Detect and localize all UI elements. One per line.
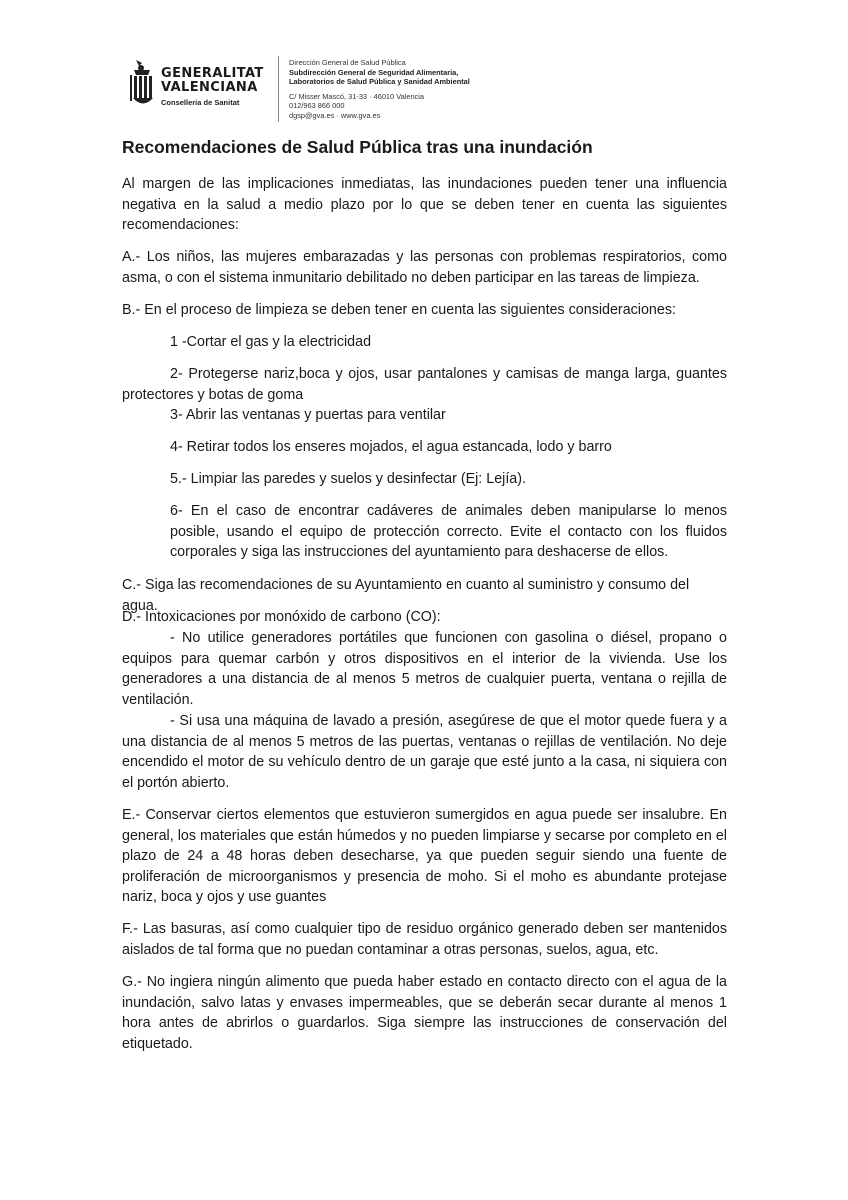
web-email: dgsp@gva.es · www.gva.es — [289, 110, 381, 120]
section-a: A.- Los niños, las mujeres embarazadas y las personas con problemas respiratorios, como asma, o con el sistema inmunitario debilitado no deben participar en las tareas de limpieza. — [122, 249, 727, 286]
section-c: C.- Siga las recomendaciones de su Ayuntamiento en cuanto al suministro y consumo del agua. — [122, 577, 690, 614]
address: C/ Misser Mascó, 31-33 · 46010 Valencia — [289, 91, 425, 101]
intro-paragraph: Al margen de las implicaciones inmediatas, las inundaciones pueden tener una influencia negativa en la salud a medio plazo por lo que se deben tener en cuenta las siguientes recomendaciones: — [122, 176, 727, 234]
phone: 012/963 866 000 — [289, 101, 345, 111]
d-item-1: - No utilice generadores portátiles que funcionen con gasolina o diésel, propano o equipos para quemar carbón y otros dispositivos en el interior de la vivienda. Use los generadores a una distancia de al menos 5 metros de cualquier puerta, ventana o rejilla de ventilación. — [122, 630, 727, 708]
generalitat-logo — [128, 57, 268, 113]
d-item-2: - Si usa una máquina de lavado a presión, asegúrese de que el motor quede fuera y a una distancia de al menos 5 metros de las puertas, ventanas o rejillas de ventilación. No deje encendido el motor de su vehículo dentro de un garaje que esté junto a la casa, ni siquiera con el portón abierto. — [122, 713, 727, 791]
b-item-2: 2- Protegerse nariz,boca y ojos, usar pantalones y camisas de manga larga, guantes protectores y botas de goma — [122, 366, 727, 403]
page-title: Recomendaciones de Salud Pública tras una inundación — [122, 137, 593, 157]
b-item-5: 5.- Limpiar las paredes y suelos y desinfectar (Ej: Lejía). — [170, 471, 526, 487]
header-divider — [278, 56, 279, 122]
subdepartment-line-1: Subdirección General de Seguridad Alimentaria, — [289, 67, 459, 77]
brand-line-1: GENERALITAT — [161, 66, 264, 81]
brand-line-2: VALENCIANA — [161, 80, 258, 95]
b-item-4: 4- Retirar todos los enseres mojados, el agua estancada, lodo y barro — [170, 439, 612, 455]
b-item-6: 6- En el caso de encontrar cadáveres de animales deben manipularse lo menos posible, usando el equipo de protección correcto. Evite el contacto con los fluidos corporales y siga las instrucciones del ayuntamiento para deshacerse de ellos. — [170, 503, 727, 561]
b-item-1: 1 -Cortar el gas y la electricidad — [170, 334, 372, 350]
coat-of-arms-icon — [128, 57, 158, 111]
section-f: F.- Las basuras, así como cualquier tipo de residuo orgánico generado deben ser mantenidos aislados de tal forma que no puedan contaminar a otras personas, suelos, agua, etc. — [122, 921, 727, 958]
section-e: E.- Conservar ciertos elementos que estuvieron sumergidos en agua puede ser insalubre. En general, los materiales que están húmedos y no pueden limpiarse y secarse por completo en el plazo de 24 a 48 horas deben desecharse, ya que pueden seguir siendo una fuente de proliferación de microorganismos y presencia de moho. Si el moho es abundante protejase nariz, boca y ojos y use guantes — [122, 807, 727, 906]
section-b: B.- En el proceso de limpieza se deben tener en cuenta las siguientes consideraciones: — [122, 302, 676, 318]
subdepartment-line-2: Laboratorios de Salud Pública y Sanidad Ambiental — [289, 77, 470, 87]
section-d: D.- Intoxicaciones por monóxido de carbono (CO): — [122, 609, 441, 625]
section-g: G.- No ingiera ningún alimento que pueda haber estado en contacto directo con el agua de la inundación, salvo latas y envases impermeables, que se deberán secar durante al menos 1 hora antes de abrirlos o guardarlos. Siga siempre las instrucciones de conservación del etiquetado. — [122, 974, 727, 1052]
brand-line-3: Conselleria de Sanitat — [161, 98, 240, 107]
header-contact — [289, 58, 470, 121]
b-item-3: 3- Abrir las ventanas y puertas para ventilar — [170, 407, 446, 423]
department: Dirección General de Salud Pública — [289, 58, 406, 67]
